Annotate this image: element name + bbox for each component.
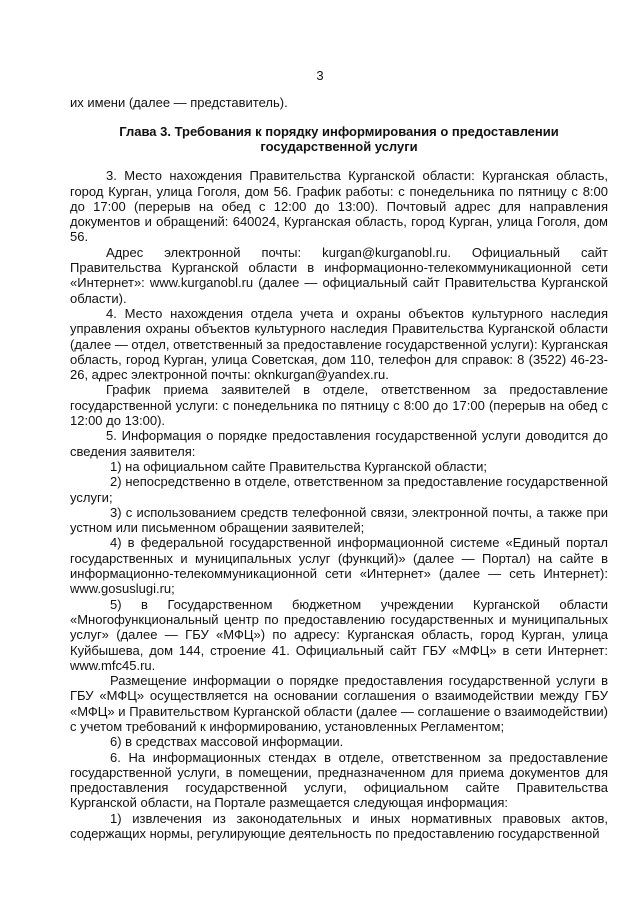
- paragraph-5-information: 5. Информация о порядке предоставления государственной услуги доводится до сведения заявителя:: [70, 428, 608, 459]
- list-item-6: 6) в средствах массовой информации.: [110, 734, 344, 750]
- list-item-5: 5) в Государственном бюджетном учреждении Курганской области «Многофункциональный центр по предоставлению государственных и муниципальных услуг» (далее — ГБУ «МФЦ») по адресу: Курганская область, город Курган, улица Куйбышева, дом 144, строение 41. Официальный сайт ГБУ «МФЦ» в сети Интернет: www.mfc45.ru.: [70, 596, 608, 673]
- paragraph-6-stands: 6. На информационных стендах в отделе, ответственном за предоставление государственной услуги, в помещении, предназначенном для приема документов для предоставления государственной услуги, официальном сайте Правительства Курганской области, на Портале размещается следующая информация:: [70, 749, 608, 811]
- chapter-heading: Глава 3. Требования к порядку информирования о предоставлении государственной услуги: [119, 124, 559, 155]
- list-item-2: 2) непосредственно в отделе, ответственном за предоставление государственной услуги;: [70, 474, 608, 505]
- page-number: 3: [316, 68, 324, 83]
- paragraph-4-department: 4. Место нахождения отдела учета и охраны объектов культурного наследия управления охраны объектов культурного наследия Правительства Курганской области (далее — отдел, ответственный за предоставление государственной услуги): Курганская область, город Курган, улица Советская, дом 110, телефон для справок: 8 (3522) 46-23-26, адрес электронной почты: oknkurgan@yandex.ru.: [70, 305, 608, 383]
- paragraph-3-location: 3. Место нахождения Правительства Курганской области: Курганская область, город Курган, улица Гоголя, дом 56. График работы: с понедельника по пятницу с 8:00 до 17:00 (перерыв на обед с 12:00 до 13:00). Почтовый адрес для направления документов и обращений: 640024, Курганская область, город Курган, улица Гоголя, дом 56.: [70, 168, 608, 245]
- list-item-extracts: 1) извлечения из законодательных и иных нормативных правовых актов, содержащих нормы, регулирующие деятельность по предоставлению государственной: [70, 810, 608, 842]
- document-body: [70, 95, 608, 841]
- paragraph-email-website: Адрес электронной почты: kurgan@kurganobl.ru. Официальный сайт Правительства Курганской области в информационно-телекоммуникационной сети «Интернет»: www.kurganobl.ru (далее — официальный сайт Правительства Курганской области).: [70, 244, 608, 306]
- paragraph-reception-schedule: График приема заявителей в отделе, ответственном за предоставление государственной услуги: с понедельника по пятницу с 8:00 до 17:00 (перерыв на обед с 12:00 до 13:00).: [70, 382, 608, 429]
- list-item-4: 4) в федеральной государственной информационной системе «Единый портал государственных и муниципальных услуг (функций)» (далее — Портал) на сайте в информационно-телекоммуникационной сети «Интернет» (далее — сеть Интернет): www.gosuslugi.ru;: [70, 535, 608, 597]
- intro-line: их имени (далее — представитель).: [70, 95, 288, 110]
- paragraph-mfc-placement: Размещение информации о порядке предоставления государственной услуги в ГБУ «МФЦ» осуществляется на основании соглашения о взаимодействии между ГБУ «МФЦ» и Правительством Курганской области (далее — соглашение о взаимодействии) с учетом требований к информированию, установленных Регламентом;: [70, 673, 608, 734]
- list-item-1: 1) на официальном сайте Правительства Курганской области;: [110, 458, 487, 474]
- list-item-3: 3) с использованием средств телефонной связи, электронной почты, а также при устном или письменном обращении заявителей;: [70, 504, 608, 536]
